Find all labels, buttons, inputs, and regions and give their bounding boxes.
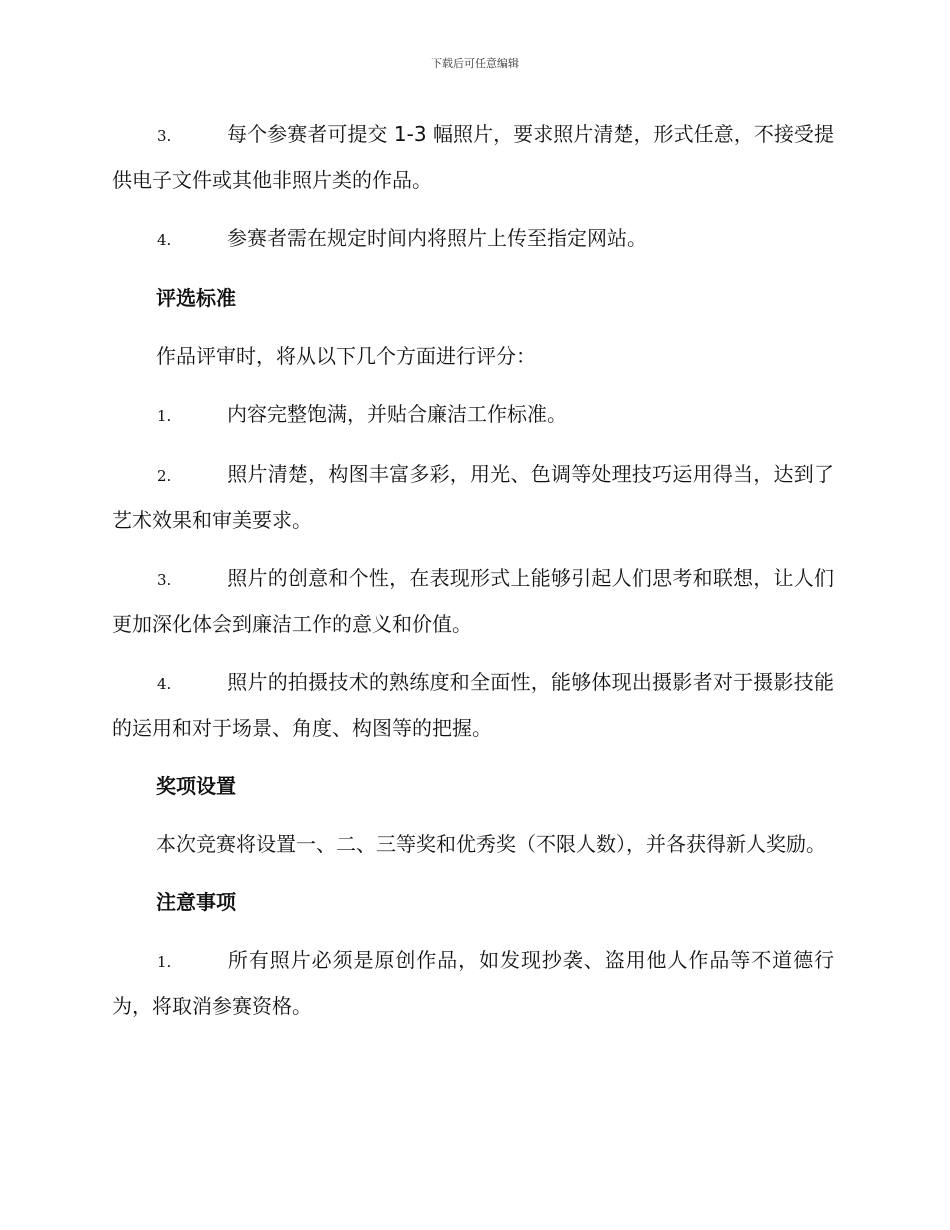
list-item-text: 照片清楚，构图丰富多彩，用光、色调等处理技巧运用得当，达到了艺术效果和审美要求。 [112,462,834,532]
page-header: 下载后可任意编辑 [431,57,519,70]
list-item [112,216,834,262]
section-heading: 注意事项 [156,890,236,914]
section-heading: 评选标准 [156,286,236,310]
list-item-text: 所有照片必须是原创作品，如发现抄袭、盗用他人作品等不道德行为，将取消参赛资格。 [112,948,834,1018]
list-item-text: 内容完整饱满，并贴合廉洁工作标准。 [227,402,567,426]
list-item-text: 照片的拍摄技术的熟练度和全面性，能够体现出摄影者对于摄影技能的运用和对于场景、角度、构图等的把握。 [112,670,834,740]
list-item [112,938,834,1028]
list-item [112,392,834,438]
list-number: 4. [157,231,172,249]
list-number: 1. [157,407,172,425]
list-item [112,660,834,750]
section-heading: 奖项设置 [156,774,236,798]
paragraph: 作品评审时，将从以下几个方面进行评分： [156,344,536,368]
document-body [112,112,834,1042]
list-item [112,112,834,202]
list-number: 3. [157,127,172,145]
list-item-text: 参赛者需在规定时间内将照片上传至指定网站。 [227,226,647,250]
list-number: 2. [157,467,172,485]
list-item-text: 照片的创意和个性，在表现形式上能够引起人们思考和联想，让人们更加深化体会到廉洁工作的意义和价值。 [112,566,834,636]
list-item [112,556,834,646]
list-number: 3. [157,571,172,589]
list-number: 1. [157,953,172,971]
paragraph: 本次竞赛将设置一、二、三等奖和优秀奖（不限人数），并各获得新人奖励。 [156,832,826,856]
list-item [112,452,834,542]
list-number: 4. [157,675,172,693]
list-item-text: 每个参赛者可提交 1-3 幅照片，要求照片清楚，形式任意，不接受提供电子文件或其他非照片类的作品。 [112,122,834,192]
